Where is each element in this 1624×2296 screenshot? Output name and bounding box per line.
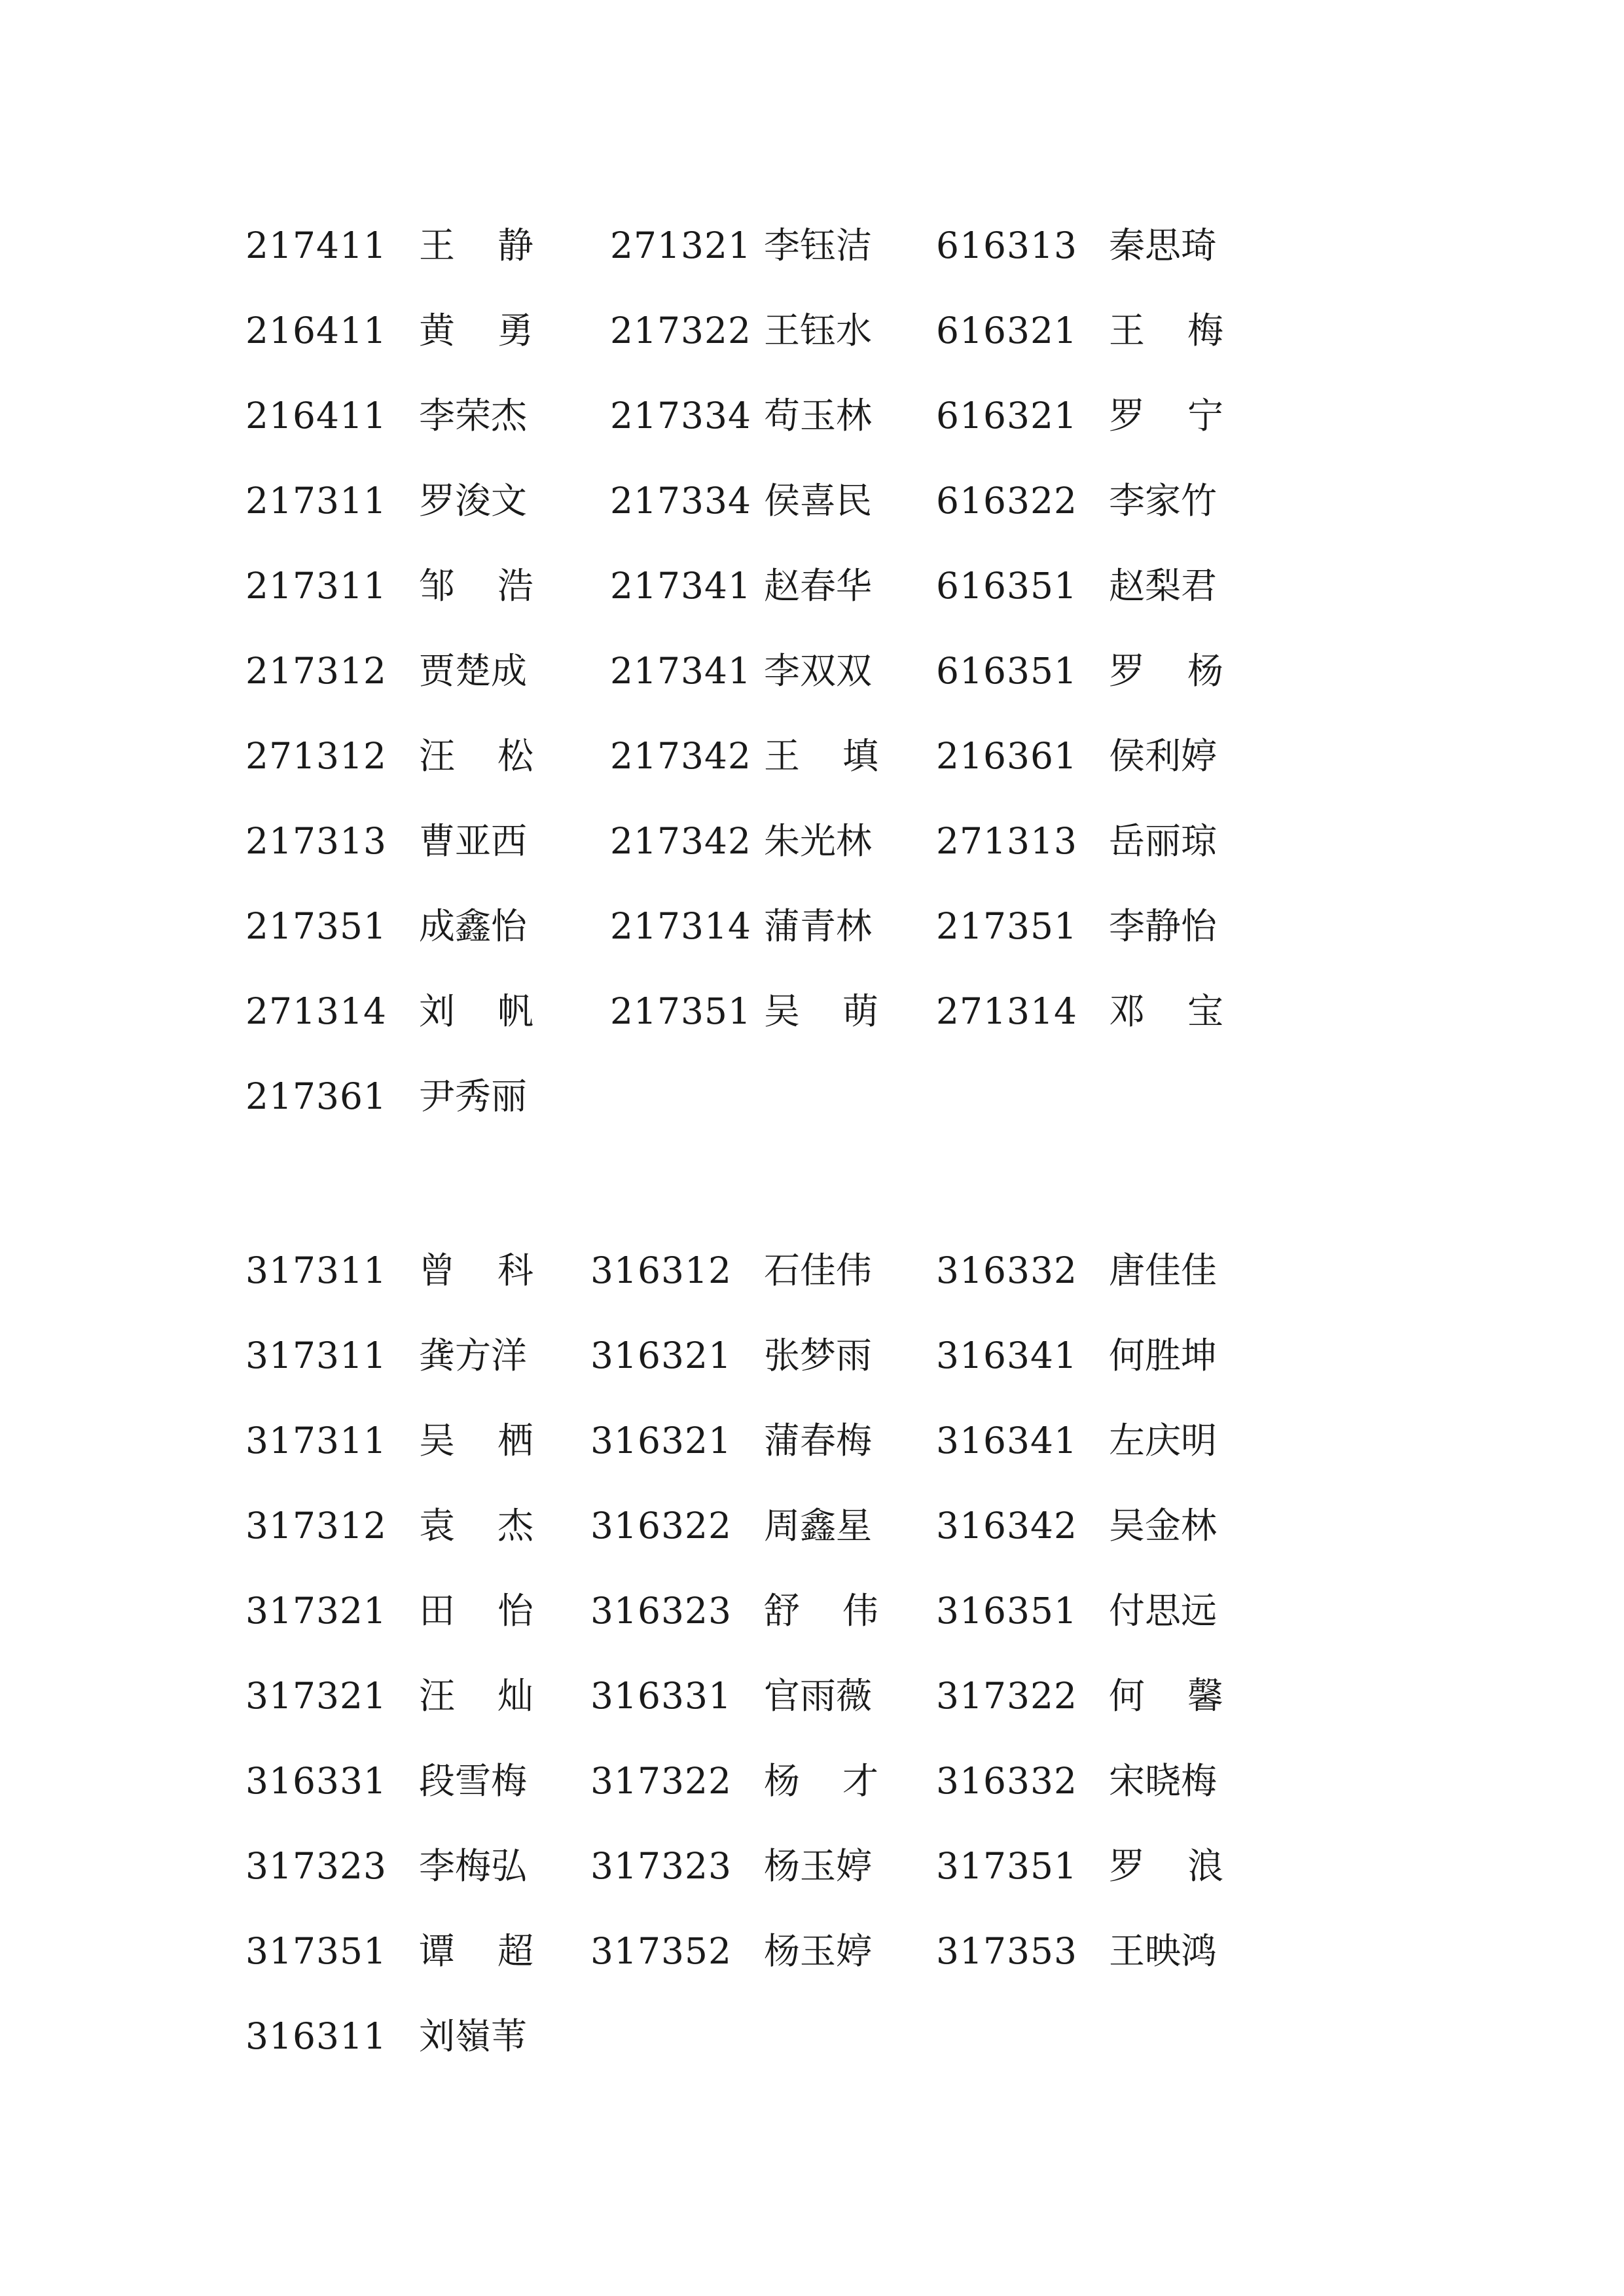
- student-id: 316321: [590, 1420, 732, 1462]
- roster-row: [0, 1738, 1624, 1823]
- student-name: 秦思琦: [1109, 224, 1218, 266]
- student-name: 曹亚西: [419, 820, 528, 862]
- student-name: 邹 浩: [419, 565, 533, 607]
- student-id: 217342: [610, 820, 751, 862]
- roster-row: [0, 1313, 1624, 1398]
- student-name: 李梅弘: [419, 1845, 528, 1887]
- student-id: 217351: [936, 905, 1077, 947]
- student-name: 王钰水: [764, 310, 873, 351]
- student-id: 316342: [936, 1505, 1077, 1547]
- student-name: 官雨薇: [764, 1675, 873, 1717]
- student-name: 尹秀丽: [419, 1075, 528, 1117]
- student-name: 贾楚成: [419, 650, 528, 692]
- student-id: 271314: [245, 990, 387, 1032]
- student-id: 217351: [245, 905, 387, 947]
- student-name: 苟玉林: [764, 395, 873, 437]
- student-name: 罗浚文: [419, 480, 528, 522]
- student-name: 王 梅: [1109, 310, 1223, 351]
- roster-row: [0, 1653, 1624, 1738]
- student-id: 317351: [936, 1845, 1077, 1887]
- student-id: 316341: [936, 1420, 1077, 1462]
- student-name: 周鑫星: [764, 1505, 873, 1547]
- student-name: 谭 超: [419, 1930, 533, 1972]
- roster-row: [0, 1054, 1624, 1139]
- roster-row: [0, 628, 1624, 713]
- student-id: 217361: [245, 1075, 387, 1117]
- student-id: 317321: [245, 1675, 387, 1717]
- student-name: 蒲青林: [764, 905, 873, 947]
- roster-row: [0, 543, 1624, 628]
- student-name: 邓 宝: [1109, 990, 1223, 1032]
- student-id: 271321: [610, 224, 751, 266]
- roster-row: [0, 1994, 1624, 2079]
- student-name: 刘嶺苇: [419, 2015, 528, 2057]
- student-name: 付思远: [1109, 1590, 1218, 1632]
- student-id: 316322: [590, 1505, 732, 1547]
- student-name: 石佳伟: [764, 1249, 873, 1291]
- student-id: 216411: [245, 395, 387, 437]
- student-name: 汪 松: [419, 735, 533, 777]
- student-id: 217334: [610, 480, 751, 522]
- student-name: 吴 萌: [764, 990, 878, 1032]
- student-id: 216411: [245, 310, 387, 351]
- student-id: 271313: [936, 820, 1077, 862]
- student-id: 317311: [245, 1335, 387, 1376]
- student-id: 271314: [936, 990, 1077, 1032]
- roster-row: [0, 1483, 1624, 1568]
- student-name: 朱光林: [764, 820, 873, 862]
- student-id: 317311: [245, 1420, 387, 1462]
- student-id: 317323: [590, 1845, 732, 1887]
- student-name: 杨玉婷: [764, 1845, 873, 1887]
- roster-row: [0, 373, 1624, 458]
- student-name: 赵春华: [764, 565, 873, 607]
- student-id: 317312: [245, 1505, 387, 1547]
- roster-row: [0, 288, 1624, 373]
- student-name: 杨玉婷: [764, 1930, 873, 1972]
- student-id: 316312: [590, 1249, 732, 1291]
- student-name: 王 填: [764, 735, 878, 777]
- student-id: 616322: [936, 480, 1077, 522]
- student-name: 侯喜民: [764, 480, 873, 522]
- roster-row: [0, 1228, 1624, 1313]
- roster-row: [0, 798, 1624, 884]
- student-id: 217341: [610, 650, 751, 692]
- student-name: 李静怡: [1109, 905, 1218, 947]
- student-name: 段雪梅: [419, 1760, 528, 1802]
- roster-row: [0, 1398, 1624, 1483]
- student-id: 316331: [590, 1675, 732, 1717]
- student-name: 张梦雨: [764, 1335, 873, 1376]
- roster-row: [0, 458, 1624, 543]
- student-name: 王映鸿: [1109, 1930, 1218, 1972]
- student-name: 成鑫怡: [419, 905, 528, 947]
- student-name: 宋晓梅: [1109, 1760, 1218, 1802]
- student-name: 罗 杨: [1109, 650, 1223, 692]
- student-id: 616321: [936, 395, 1077, 437]
- student-id: 217334: [610, 395, 751, 437]
- student-id: 317322: [590, 1760, 732, 1802]
- student-id: 616351: [936, 650, 1077, 692]
- student-name: 侯利婷: [1109, 735, 1218, 777]
- student-id: 317322: [936, 1675, 1077, 1717]
- student-name: 李家竹: [1109, 480, 1218, 522]
- student-name: 李钰洁: [764, 224, 873, 266]
- student-name: 岳丽琼: [1109, 820, 1218, 862]
- student-name: 罗 宁: [1109, 395, 1223, 437]
- student-id: 217322: [610, 310, 751, 351]
- student-name: 黄 勇: [419, 310, 533, 351]
- student-id: 317351: [245, 1930, 387, 1972]
- student-id: 217311: [245, 565, 387, 607]
- student-name: 蒲春梅: [764, 1420, 873, 1462]
- roster-row: [0, 884, 1624, 969]
- student-id: 217342: [610, 735, 751, 777]
- roster-row: [0, 1568, 1624, 1653]
- roster-row: [0, 713, 1624, 798]
- roster-row: [0, 203, 1624, 288]
- student-id: 217351: [610, 990, 751, 1032]
- student-name: 杨 才: [764, 1760, 878, 1802]
- student-name: 吴 栖: [419, 1420, 533, 1462]
- student-id: 616321: [936, 310, 1077, 351]
- student-name: 左庆明: [1109, 1420, 1218, 1462]
- student-id: 316332: [936, 1760, 1077, 1802]
- student-id: 316311: [245, 2015, 387, 2057]
- student-name: 唐佳佳: [1109, 1249, 1218, 1291]
- student-id: 316331: [245, 1760, 387, 1802]
- student-name: 何胜坤: [1109, 1335, 1218, 1376]
- student-id: 316332: [936, 1249, 1077, 1291]
- student-name: 吴金林: [1109, 1505, 1218, 1547]
- student-id: 616313: [936, 224, 1077, 266]
- student-id: 217312: [245, 650, 387, 692]
- student-name: 赵梨君: [1109, 565, 1218, 607]
- student-name: 田 怡: [419, 1590, 533, 1632]
- student-id: 316323: [590, 1590, 732, 1632]
- student-name: 舒 伟: [764, 1590, 878, 1632]
- student-id: 217311: [245, 480, 387, 522]
- student-id: 316351: [936, 1590, 1077, 1632]
- roster-row: [0, 1909, 1624, 1994]
- student-name: 袁 杰: [419, 1505, 533, 1547]
- student-id: 317321: [245, 1590, 387, 1632]
- student-id: 616351: [936, 565, 1077, 607]
- student-name: 龚方洋: [419, 1335, 528, 1376]
- student-name: 曾 科: [419, 1249, 533, 1291]
- student-id: 317353: [936, 1930, 1077, 1972]
- student-name: 罗 浪: [1109, 1845, 1223, 1887]
- student-id: 316321: [590, 1335, 732, 1376]
- student-name: 王 静: [419, 224, 533, 266]
- student-id: 317311: [245, 1249, 387, 1291]
- student-id: 216361: [936, 735, 1077, 777]
- student-id: 317352: [590, 1930, 732, 1972]
- student-name: 何 馨: [1109, 1675, 1223, 1717]
- student-name: 李双双: [764, 650, 873, 692]
- student-name: 李荣杰: [419, 395, 528, 437]
- student-id: 271312: [245, 735, 387, 777]
- student-id: 217314: [610, 905, 751, 947]
- student-name: 汪 灿: [419, 1675, 533, 1717]
- student-id: 316341: [936, 1335, 1077, 1376]
- student-name: 刘 帆: [419, 990, 533, 1032]
- student-id: 217411: [245, 224, 387, 266]
- student-id: 317323: [245, 1845, 387, 1887]
- roster-row: [0, 969, 1624, 1054]
- roster-row: [0, 1823, 1624, 1909]
- student-id: 217313: [245, 820, 387, 862]
- student-id: 217341: [610, 565, 751, 607]
